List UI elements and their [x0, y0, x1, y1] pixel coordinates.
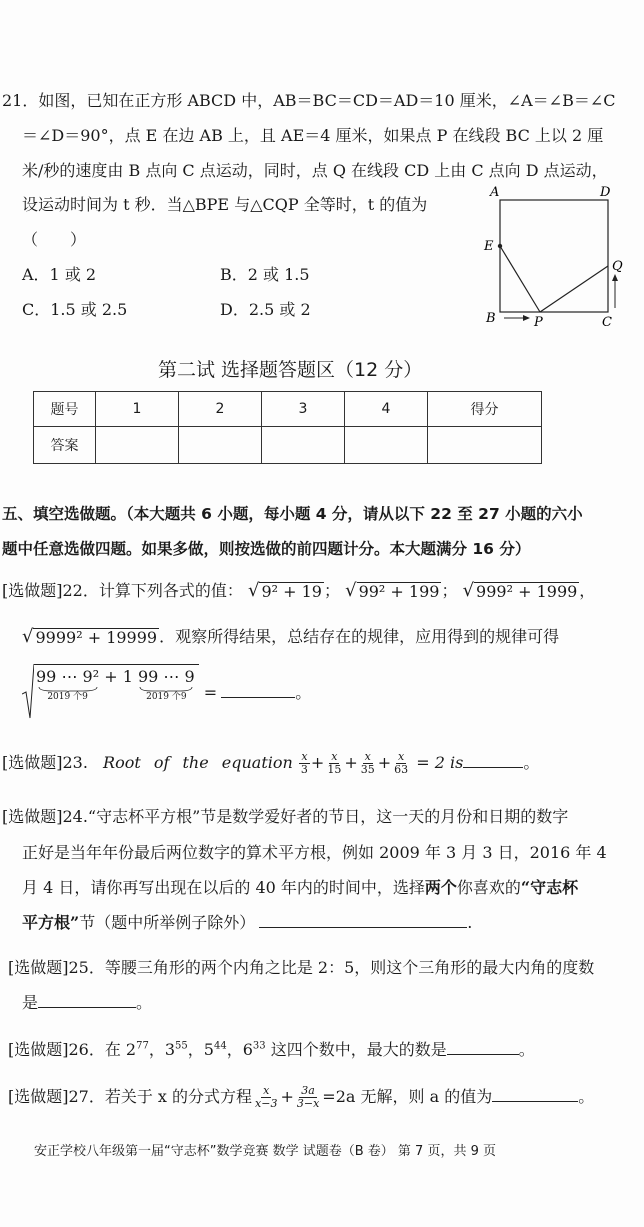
answer-cell[interactable]	[262, 427, 345, 464]
q21-line1: 21．如图，已知在正方形 ABCD 中，AB＝BC＝CD＝AD＝10 厘米，∠A＝∠B＝∠C	[2, 91, 616, 110]
q21-option-c: C．1.5 或 2.5	[22, 300, 128, 319]
header-cell: 2	[179, 392, 262, 427]
q27-line: [选做题]27．若关于 x 的分式方程 $\frac{x}{x-3}$ + $\frac{3a}{3-x}$ =2a 无解，则 a 的值为 。	[8, 1084, 595, 1110]
q21-line4: 设运动时间为 t 秒．当△BPE 与△CQP 全等时，t 的值为	[22, 195, 428, 214]
q21-line2: ＝∠D＝90°，点 E 在边 AB 上，且 AE＝4 厘米，如果点 P 在线段 BC 上以 2 厘	[22, 126, 604, 145]
q24-line3: 月 4 日，请你再写出现在以后的 40 年内的时间中，选择两个你喜欢的“守志杯	[22, 878, 579, 897]
fraction-x-3: $\frac{x}{3}$	[300, 750, 308, 776]
square-abcd	[500, 200, 608, 312]
q23-words: Root of the equation	[103, 753, 293, 772]
q25-answer-blank[interactable]	[38, 991, 136, 1008]
answer-table-header-row	[34, 392, 542, 427]
label-c: C	[602, 315, 612, 330]
q23-answer-blank[interactable]	[463, 751, 523, 768]
q25-line1: [选做题]25．等腰三角形的两个内角之比是 2：5，则这个三角形的最大内角的度数	[8, 958, 595, 977]
header-cell: 题号	[34, 392, 96, 427]
answer-label-cell: 答案	[34, 427, 96, 464]
answer-table	[33, 391, 542, 464]
label-p: P	[534, 315, 543, 330]
sqrt-expr-3: √ 999² + 1999	[462, 580, 578, 601]
q24-line1: [选做题]24.“守志杯平方根”节是数学爱好者的节日，这一天的月份和日期的数字	[2, 807, 569, 826]
q22-answer-blank[interactable]	[221, 681, 295, 698]
q22-prefix: [选做题]22．计算下列各式的值：	[2, 581, 243, 600]
fraction-x-35: $\frac{x}{35}$	[360, 750, 375, 776]
fraction-x-15: $\frac{x}{15}$	[327, 750, 342, 776]
point-e	[498, 244, 502, 248]
label-d: D	[600, 185, 611, 200]
segment-ep	[500, 246, 540, 312]
q24-answer-blank[interactable]	[259, 911, 467, 928]
q25-line2: 是 。	[22, 993, 153, 1012]
header-cell: 1	[96, 392, 179, 427]
radical-sign-icon	[22, 664, 34, 720]
q21-option-b: B．2 或 1.5	[220, 265, 310, 284]
q22-line1: [选做题]22．计算下列各式的值： √ 9² + 19 ； √ 99² + 199 ； √ 999² + 1999 ，	[2, 580, 596, 601]
label-q: Q	[612, 259, 623, 274]
big-number-b: 99 ⋯ 9 2019 个9	[137, 667, 195, 702]
arrow-up-icon	[612, 274, 618, 281]
answer-table-row	[34, 427, 542, 464]
label-b: B	[486, 311, 496, 326]
q21-line3: 米/秒的速度由 B 点向 C 点运动，同时，点 Q 在线段 CD 上由 C 点向 D 点运动，	[22, 161, 608, 180]
section5-line2: 题中任意选做四题。如果多做，则按选做的前四题计分。本大题满分 16 分）	[2, 540, 531, 558]
fraction-x-63: $\frac{x}{63}$	[394, 750, 409, 776]
q26-line: [选做题]26．在 $2^{77}$，$3^{55}$，$5^{44}$，$6^{33}$ 这四个数中，最大的数是 。	[8, 1040, 535, 1059]
q23-prefix: [选做题]23.	[2, 753, 88, 772]
header-cell: 得分	[428, 392, 542, 427]
answer-cell[interactable]	[96, 427, 179, 464]
q21-option-a: A．1 或 2	[22, 265, 97, 284]
q21-paren: （ ）	[22, 230, 87, 249]
score-cell[interactable]	[428, 427, 542, 464]
q27-answer-blank[interactable]	[492, 1085, 578, 1102]
answer-cell[interactable]	[179, 427, 262, 464]
answer-cell[interactable]	[345, 427, 428, 464]
q24-line2: 正好是当年年份最后两位数字的算术平方根，例如 2009 年 3 月 3 日，2016 年 4	[22, 843, 607, 862]
sqrt-expr-2: √ 99² + 199	[345, 580, 440, 601]
big-number-a: 99 ⋯ 9² 2019 个9	[36, 667, 100, 702]
label-a: A	[490, 185, 500, 200]
q23-line: [选做题]23. Root of the equation $\frac{x}{3}$ + $\frac{x}{15}$ + $\frac{x}{35}$ + $\frac{x}{63}$ = 2 is 。	[2, 750, 540, 776]
fraction-x-over-x-minus-3: $\frac{x}{x-3}$	[255, 1084, 278, 1110]
section5-line1: 五、填空选做题。（本大题共 6 小题，每小题 4 分，请从以下 22 至 27 小题的六小	[2, 505, 583, 523]
page-footer: 安正学校八年级第一届“守志杯”数学竞赛 数学 试题卷（B 卷） 第 7 页，共 9 页	[34, 1144, 496, 1159]
q26-answer-blank[interactable]	[447, 1038, 519, 1055]
sqrt-expr-1: √ 9² + 19	[247, 580, 322, 601]
label-e: E	[484, 239, 494, 254]
q22-line2-text: ．观察所得结果，总结存在的规律，应用得到的规律可得	[159, 627, 560, 646]
section2-title: 第二试 选择题答题区（12 分）	[158, 359, 423, 381]
arrow-right-icon	[523, 315, 530, 321]
header-cell: 3	[262, 392, 345, 427]
fraction-3a-over-3-minus-x: $\frac{3a}{3-x}$	[296, 1084, 320, 1110]
square-figure	[478, 180, 628, 330]
segment-pq	[540, 266, 608, 312]
q22-line2	[22, 624, 559, 647]
q22-line3: 99 ⋯ 9² 2019 个9 + 1 99 ⋯ 9 2019 个9 = 。	[22, 664, 311, 720]
sqrt-expr-4: √ 9999² + 19999	[22, 626, 158, 647]
q21-option-d: D．2.5 或 2	[220, 300, 311, 319]
header-cell: 4	[345, 392, 428, 427]
q24-line4: 平方根”节（题中所举例子除外） .	[22, 913, 473, 932]
